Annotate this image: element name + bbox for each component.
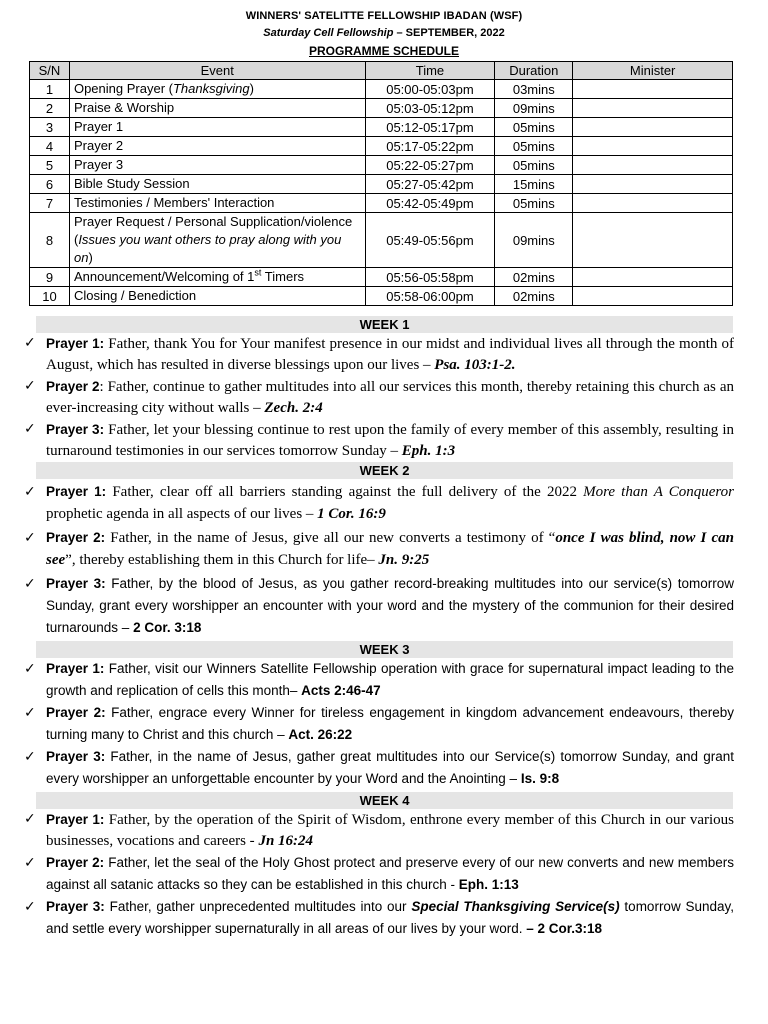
cell-duration: 05mins (495, 118, 573, 137)
prayer-item: ✓ Prayer 1: Father, clear off all barriers standing against the full delivery of the 2022 More than A Conqueror prophetic agenda in all aspects of our lives – 1 Cor. 16:9 (22, 481, 734, 525)
week-heading: WEEK 3 (36, 641, 733, 658)
table-row (30, 156, 733, 175)
check-icon: ✓ (24, 705, 36, 721)
cell-sn: 9 (30, 268, 70, 287)
cell-time: 05:42-05:49pm (365, 194, 495, 213)
cell-time: 05:17-05:22pm (365, 137, 495, 156)
cell-event: Testimonies / Members' Interaction (69, 194, 365, 213)
cell-duration: 03mins (495, 80, 573, 99)
table-row (30, 175, 733, 194)
cell-event: Prayer 1 (69, 118, 365, 137)
cell-event: Prayer 2 (69, 137, 365, 156)
col-header-duration: Duration (495, 62, 573, 80)
check-icon: ✓ (24, 749, 36, 765)
cell-event: Bible Study Session (69, 175, 365, 194)
cell-time: 05:00-05:03pm (365, 80, 495, 99)
cell-minister (573, 137, 733, 156)
check-icon: ✓ (24, 899, 36, 915)
cell-event: Announcement/Welcoming of 1st Timers (69, 268, 365, 287)
table-header-row (30, 62, 733, 80)
prayer-item: ✓ Prayer 1: Father, thank You for Your manifest presence in our midst and individual lives all through the month of August, which has resulted in diverse blessings upon our lives – Psa. 103:1-2. (24, 335, 734, 373)
prayer-item: ✓ Prayer 2: Father, in the name of Jesus, give all our new converts a testimony of “once I was blind, now I can see”, thereby establishing them in this Church for life– Jn. 9:25 (22, 527, 734, 571)
cell-minister (573, 213, 733, 268)
cell-time: 05:22-05:27pm (365, 156, 495, 175)
subtitle-month: – SEPTEMBER, 2022 (393, 27, 505, 39)
cell-duration: 05mins (495, 156, 573, 175)
cell-sn: 5 (30, 156, 70, 175)
cell-minister (573, 118, 733, 137)
cell-event: Prayer Request / Personal Supplication/violence (Issues you want others to pray along with you on) (69, 213, 365, 268)
cell-time: 05:49-05:56pm (365, 213, 495, 268)
col-header-event: Event (69, 62, 365, 80)
prayer-item: ✓ Prayer 3: Father, let your blessing continue to rest upon the family of every member of this assembly, resulting in turnaround testimonies in our services tomorrow Sunday – Eph. 1:3 (24, 421, 734, 459)
col-header-time: Time (365, 62, 495, 80)
cell-event: Prayer 3 (69, 156, 365, 175)
check-icon: ✓ (24, 484, 36, 500)
subtitle-event: Saturday Cell Fellowship (263, 27, 394, 39)
schedule-title: PROGRAMME SCHEDULE (308, 44, 459, 58)
cell-minister (573, 194, 733, 213)
cell-minister (573, 156, 733, 175)
cell-sn: 3 (30, 118, 70, 137)
cell-minister (573, 80, 733, 99)
check-icon: ✓ (24, 811, 36, 827)
prayer-item: ✓ Prayer 3: Father, gather unprecedented multitudes into our Special Thanksgiving Service(s) tomorrow Sunday, and settle every worshipper supernaturally in all areas of our lives by your word. – 2 Cor.3:18 (22, 896, 734, 940)
table-row (30, 268, 733, 287)
cell-time: 05:56-05:58pm (365, 268, 495, 287)
check-icon: ✓ (24, 855, 36, 871)
prayer-item: ✓ Prayer 3: Father, in the name of Jesus, gather great multitudes into our Service(s) tomorrow Sunday, and grant every worshipper an unforgettable encounter by your Word and the Anointing – Is. 9:8 (22, 746, 734, 790)
check-icon: ✓ (24, 335, 36, 351)
table-row (30, 213, 733, 268)
cell-duration: 09mins (495, 213, 573, 268)
cell-sn: 1 (30, 80, 70, 99)
table-row (30, 194, 733, 213)
col-header-minister: Minister (573, 62, 733, 80)
cell-duration: 05mins (495, 137, 573, 156)
prayer-item: ✓ Prayer 2: Father, let the seal of the Holy Ghost protect and preserve every of our new converts and new members against all satanic attacks so they can be established in this church - Eph. 1:13 (22, 852, 734, 896)
cell-sn: 7 (30, 194, 70, 213)
cell-minister (573, 268, 733, 287)
cell-sn: 8 (30, 213, 70, 268)
cell-event: Praise & Worship (69, 99, 365, 118)
week-heading: WEEK 2 (36, 462, 733, 479)
prayer-item: ✓ Prayer 2: Father, engrace every Winner for tireless engagement in kingdom advancement endeavours, thereby turning many to Christ and this church – Act. 26:22 (22, 702, 734, 746)
organization-title: WINNERS' SATELITTE FELLOWSHIP IBADAN (WSF) (245, 10, 523, 22)
check-icon: ✓ (24, 530, 36, 546)
table-row (30, 80, 733, 99)
prayer-item: ✓ Prayer 3: Father, by the blood of Jesus, as you gather record-breaking multitudes into our service(s) tomorrow Sunday, grant every worshipper an encounter with your word and the mystery of the communion for their desired turnarounds – 2 Cor. 3:18 (22, 573, 734, 639)
cell-duration: 09mins (495, 99, 573, 118)
cell-event: Opening Prayer (Thanksgiving) (69, 80, 365, 99)
cell-time: 05:27-05:42pm (365, 175, 495, 194)
check-icon: ✓ (24, 576, 36, 592)
cell-sn: 10 (30, 287, 70, 306)
cell-minister (573, 287, 733, 306)
cell-time: 05:12-05:17pm (365, 118, 495, 137)
cell-duration: 02mins (495, 268, 573, 287)
col-header-sn: S/N (30, 62, 70, 80)
check-icon: ✓ (24, 378, 36, 394)
weekly-prayers (22, 316, 734, 940)
prayer-item: ✓ Prayer 2: Father, continue to gather multitudes into all our services this month, thereby retaining this church as an ever-increasing city without walls – Zech. 2:4 (24, 378, 734, 416)
check-icon: ✓ (24, 661, 36, 677)
cell-sn: 2 (30, 99, 70, 118)
cell-duration: 05mins (495, 194, 573, 213)
prayer-item: ✓ Prayer 1: Father, by the operation of the Spirit of Wisdom, enthrone every member of this Church in our various businesses, vocations and careers - Jn 16:24 (24, 811, 734, 849)
cell-sn: 6 (30, 175, 70, 194)
table-row (30, 287, 733, 306)
cell-sn: 4 (30, 137, 70, 156)
table-row (30, 137, 733, 156)
prayer-item: ✓ Prayer 1: Father, visit our Winners Satellite Fellowship operation with grace for supernatural impact leading to the growth and replication of cells this month– Acts 2:46-47 (22, 658, 734, 702)
cell-minister (573, 99, 733, 118)
table-row (30, 99, 733, 118)
cell-event: Closing / Benediction (69, 287, 365, 306)
cell-time: 05:58-06:00pm (365, 287, 495, 306)
table-row (30, 118, 733, 137)
cell-time: 05:03-05:12pm (365, 99, 495, 118)
cell-duration: 02mins (495, 287, 573, 306)
programme-schedule-table (29, 61, 733, 306)
cell-duration: 15mins (495, 175, 573, 194)
week-heading: WEEK 1 (36, 316, 733, 333)
subtitle (0, 27, 768, 39)
cell-minister (573, 175, 733, 194)
check-icon: ✓ (24, 421, 36, 437)
week-heading: WEEK 4 (36, 792, 733, 809)
